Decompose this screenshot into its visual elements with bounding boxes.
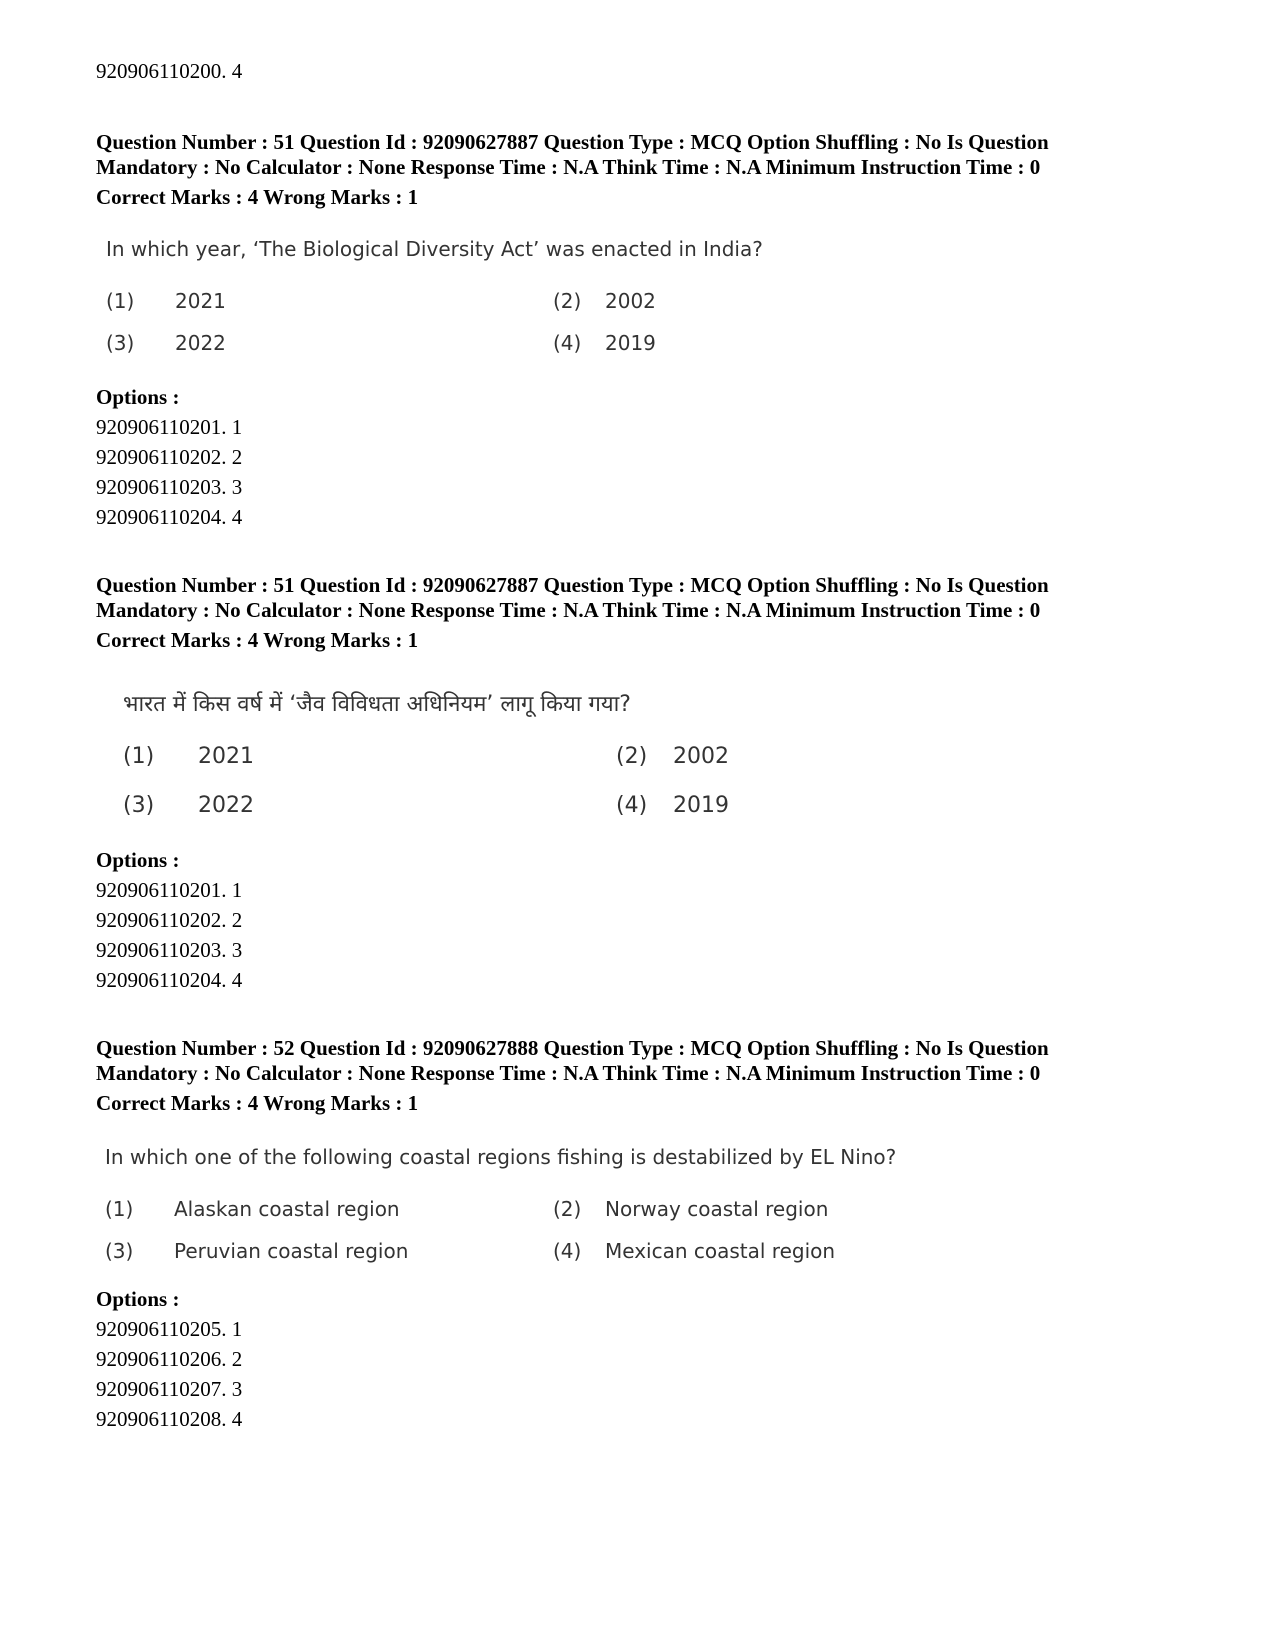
choice-number: (3) [106,331,135,355]
option-line: 920906110206. 2 [96,1347,243,1371]
option-line: 920906110204. 4 [96,505,243,529]
option-line: 920906110203. 3 [96,475,243,499]
marks-line: Correct Marks : 4 Wrong Marks : 1 [96,1091,419,1115]
marks-line: Correct Marks : 4 Wrong Marks : 1 [96,628,419,652]
options-label: Options : [96,848,180,872]
choice-number: (1) [106,289,135,313]
choice-text: 2019 [673,793,729,818]
option-line: 920906110201. 1 [96,415,243,439]
question-header-line2: Mandatory : No Calculator : None Response Time : N.A Think Time : N.A Minimum Instruction Time : 0 [96,155,1041,179]
choice-text: 2019 [605,331,656,355]
question-header-line2: Mandatory : No Calculator : None Response Time : N.A Think Time : N.A Minimum Instruction Time : 0 [96,1061,1041,1085]
option-line: 920906110207. 3 [96,1377,243,1401]
question-text: भारत में किस वर्ष में ‘जैव विविधता अधिनियम’ लागू किया गया? [123,692,631,717]
question-text: In which year, ‘The Biological Diversity Act’ was enacted in India? [106,237,763,261]
option-line: 920906110202. 2 [96,908,243,932]
choice-number: (3) [123,793,155,818]
choice-number: (4) [553,1239,582,1263]
options-label: Options : [96,1287,180,1311]
choice-text: 2022 [198,793,254,818]
option-line: 920906110205. 1 [96,1317,243,1341]
marks-line: Correct Marks : 4 Wrong Marks : 1 [96,185,419,209]
choice-text: 2002 [673,744,729,769]
option-line: 920906110200. 4 [96,59,243,83]
choice-number: (3) [105,1239,134,1263]
choice-number: (4) [616,793,648,818]
option-line: 920906110208. 4 [96,1407,243,1431]
question-header-line1: Question Number : 51 Question Id : 92090627887 Question Type : MCQ Option Shuffling : No Is Question [96,573,1049,597]
option-line: 920906110201. 1 [96,878,243,902]
choice-text: Mexican coastal region [605,1239,836,1263]
choice-number: (2) [616,744,648,769]
choice-text: Peruvian coastal region [174,1239,409,1263]
choice-text: Alaskan coastal region [174,1197,400,1221]
question-header-line2: Mandatory : No Calculator : None Response Time : N.A Think Time : N.A Minimum Instruction Time : 0 [96,598,1041,622]
choice-text: 2002 [605,289,656,313]
choice-number: (4) [553,331,582,355]
choice-number: (2) [553,1197,582,1221]
choice-number: (2) [553,289,582,313]
choice-number: (1) [123,744,155,769]
choice-text: Norway coastal region [605,1197,829,1221]
question-header-line1: Question Number : 51 Question Id : 92090627887 Question Type : MCQ Option Shuffling : No Is Question [96,130,1049,154]
options-label: Options : [96,385,180,409]
choice-number: (1) [105,1197,134,1221]
question-text: In which one of the following coastal regions fishing is destabilized by EL Nino? [105,1145,897,1169]
choice-text: 2021 [198,744,254,769]
option-line: 920906110204. 4 [96,968,243,992]
choice-text: 2022 [175,331,226,355]
question-header-line1: Question Number : 52 Question Id : 92090627888 Question Type : MCQ Option Shuffling : No Is Question [96,1036,1049,1060]
option-line: 920906110203. 3 [96,938,243,962]
choice-text: 2021 [175,289,226,313]
option-line: 920906110202. 2 [96,445,243,469]
